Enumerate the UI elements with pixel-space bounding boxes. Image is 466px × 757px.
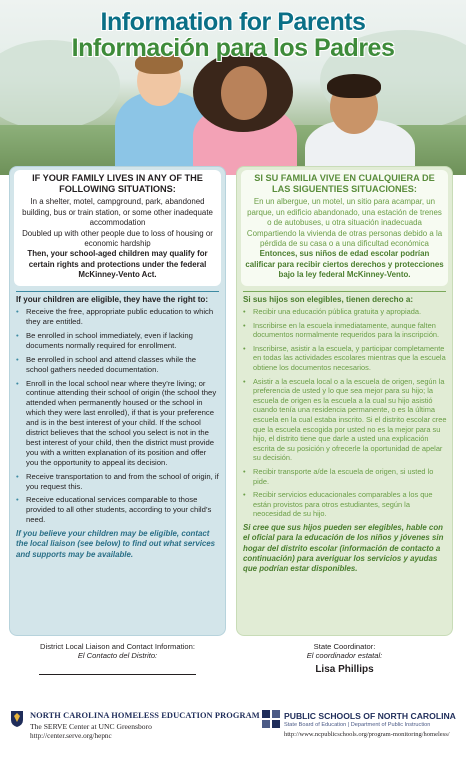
list-item-text: Receive transportation to and from the school of origin, if you request this. [26, 471, 219, 491]
english-rights-list [10, 307, 225, 525]
nc-dpi-subtitle: State Board of Education | Department of Public Instruction [284, 722, 431, 728]
list-item [16, 472, 220, 492]
spanish-rights-intro: Si sus hijos son elegibles, tienen derecho a: [243, 294, 414, 304]
list-item-text: Be enrolled in school immediately, even if lacking documents normally required for enrollment. [26, 330, 193, 350]
list-item-text: Receive educational services comparable to those provided to all other students, according to your child’s need. [26, 495, 212, 525]
local-contact-label-es: El Contacto del Distrito: [77, 651, 158, 661]
spanish-situations-box [241, 170, 448, 286]
state-coordinator-name: Lisa Phillips [315, 663, 374, 675]
bullet-icon: • [243, 320, 246, 330]
nc-hep-title: NORTH CAROLINA HOMELESS EDUCATION PROGRAM [30, 711, 260, 720]
list-item [243, 307, 447, 317]
bullet-icon: • [16, 378, 19, 388]
bullet-icon: • [243, 490, 246, 500]
english-heading: IF YOUR FAMILY LIVES IN ANY OF THE FOLLOWING SITUATIONS: [32, 173, 203, 195]
list-item-text: Receive the free, appropriate public education to which they are entitled. [26, 307, 214, 326]
list-item-text: Inscribirse, asistir a la escuela, y participar completamente en todas las actividades escolares mientras que la escuela obtiene los documentos necesarios. [253, 343, 446, 373]
list-item-text: Be enrolled in school and attend classes while the school gathers needed documentation. [26, 354, 197, 374]
nc-dpi-title: PUBLIC SCHOOLS OF NORTH CAROLINA [284, 711, 456, 721]
list-item [243, 321, 447, 340]
nc-dpi-url[interactable]: http://www.ncpublicschools.org/program-monitoring/homeless/ [284, 731, 450, 738]
list-item [243, 490, 447, 519]
state-contact-label-en: State Coordinator: [313, 642, 376, 651]
bullet-icon: • [243, 343, 246, 353]
list-item-text: Enroll in the local school near where they’re living; or continue attending their school of origin (the school they attended when permanently housed or the school in which they were last enrolled), if that is your preference and is in the best interest of your child. If the school district believes that the school you select is not in the best interest of your child, then the district must provide you with a written explanation of its position and offer you the opportunity to appeal its decision. [26, 378, 217, 467]
page-title-english: Information for Parents [100, 8, 366, 36]
spanish-closing: Si cree que sus hijos pueden ser elegibles, hable con el oficial para la educación de los niños y jóvenes sin hogar del distrito escolar (información de contacto a continuación) para averiguar los servicios y ayudas que podrían estar disponibles. [243, 522, 444, 574]
list-item-text: Inscribirse en la escuela inmediatamente, aunque falten documentos normalmente requeridos para la inscripción. [253, 320, 440, 340]
english-panel [9, 166, 226, 636]
list-item [16, 355, 220, 375]
english-divider [16, 291, 219, 292]
footer [0, 700, 466, 757]
state-contact-block [236, 642, 453, 674]
bullet-icon: • [16, 307, 19, 317]
nc-dpi-logo-icon [262, 710, 280, 728]
local-contact-label-en: District Local Liaison and Contact Information: [40, 642, 195, 651]
list-item [16, 307, 220, 327]
spanish-panel [236, 166, 453, 636]
spanish-situation-1: En un albergue, un motel, un sitio para acampar, un parque, un edificio abandonado, una estación de trenes o de autobuses, u otra situación inadecuada [247, 197, 442, 228]
list-item-text: Asistir a la escuela local o a la escuela de origen, según la preferencia de usted y lo que sea mejor para su hijo; la escuela de origen es la escuela a la cual su hijo asistió cuando tenía una residencia permanente, o es la última escuela en la cual estaba inscrito. Si el distrito escolar cree que la escuela escogida por usted no es la mejor para su hijo, el distrito tiene que darle a usted una explicación escrita de su posición y ofrecerle la oportunidad de apelar su decisión. [253, 376, 447, 463]
local-contact-block [9, 642, 226, 661]
bullet-icon: • [16, 354, 19, 364]
spanish-divider [243, 291, 446, 292]
list-item [16, 379, 220, 468]
nc-hep-subtitle: The SERVE Center at UNC Greensboro [30, 722, 152, 731]
bullet-icon: • [243, 307, 246, 317]
list-item-text: Recibir transporte a/de la escuela de origen, si usted lo pide. [253, 466, 434, 486]
spanish-qualify-text: Entonces, sus niños de edad escolar podrían calificar para recibir ciertos derechos y protecciones bajo la ley federal McKinney-Vento. [245, 249, 444, 280]
list-item-text: Recibir servicios educacionales comparables a los que están provistos para otros estudiantes, según la neocesidad de su hijo. [253, 490, 433, 519]
english-situation-1: In a shelter, motel, campground, park, abandoned building, bus or train station, or some other inadequate accommodation [22, 197, 213, 228]
page-title-spanish: Información para los Padres [71, 34, 395, 62]
spanish-rights-list [237, 307, 452, 519]
child-right-figure [300, 70, 420, 175]
nc-hep-url[interactable]: http://center.serve.org/hepnc [30, 732, 112, 740]
bullet-icon: • [16, 495, 19, 505]
list-item [243, 467, 447, 486]
list-item [16, 331, 220, 351]
english-situation-2: Doubled up with other people due to loss of housing or economic hardship [22, 228, 213, 249]
english-qualify-text: Then, your school-aged children may qualify for certain rights and protections under the federal McKinney-Vento Act. [27, 249, 208, 280]
bullet-icon: • [243, 376, 246, 386]
spanish-situation-2: Compartiendo la vivienda de otras personas debido a la pérdida de su casa o a una dificultad económica [246, 228, 443, 249]
english-closing: If you believe your children may be eligible, contact the local liaison (see below) to find out what services and supports may be available. [16, 529, 216, 559]
english-rights-intro: If your children are eligible, they have the right to: [16, 294, 209, 304]
list-item-text: Recibir una educación pública gratuita y apropiada. [253, 307, 422, 317]
local-contact-line [39, 674, 196, 675]
list-item [243, 344, 447, 373]
bullet-icon: • [16, 330, 19, 340]
spanish-heading: SI SU FAMILIA VIVE EN CUALQUIERA DE LAS SIGUENTIES SITUACIONES: [254, 173, 435, 195]
nc-seal-icon [10, 710, 24, 728]
state-contact-label-es: El coordinador estatal: [306, 651, 383, 661]
list-item [16, 495, 220, 525]
list-item [243, 377, 447, 463]
child-middle-figure [185, 48, 305, 175]
english-situations-box [14, 170, 221, 286]
bullet-icon: • [16, 471, 19, 481]
bullet-icon: • [243, 466, 246, 476]
